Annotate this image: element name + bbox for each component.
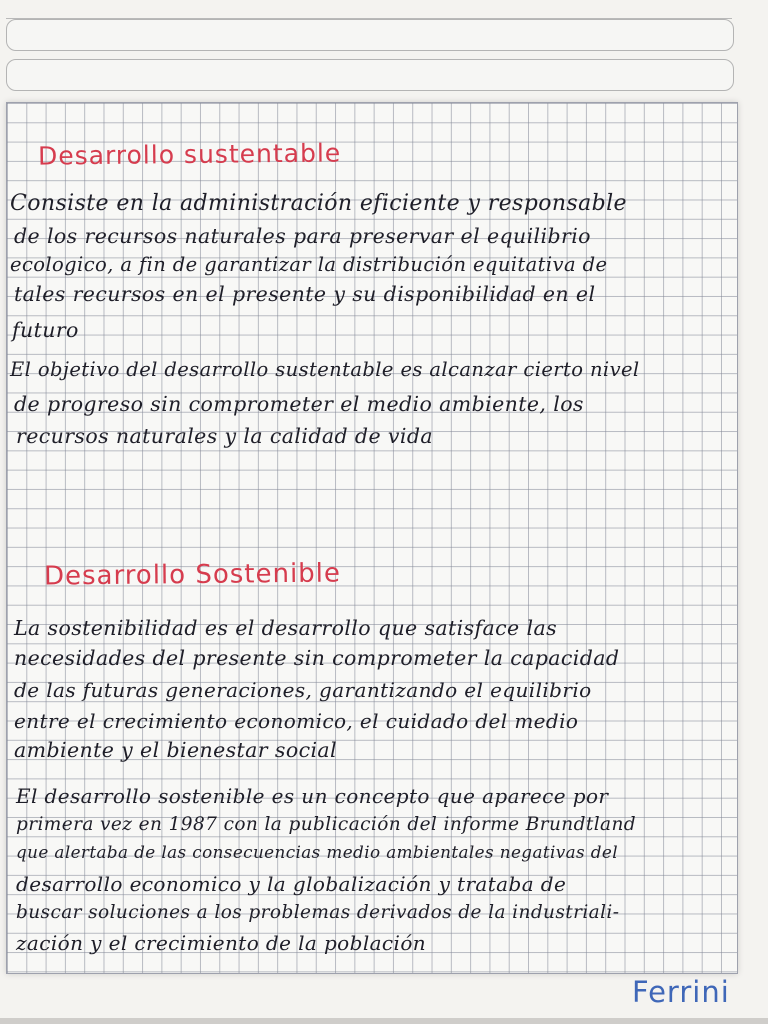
- page-top-margin: [6, 18, 732, 105]
- ferrini-brand-logo: Ferrini: [632, 975, 730, 1009]
- text-line: ambiente y el bienestar social: [14, 738, 337, 762]
- text-line: buscar soluciones a los problemas derivados de la industriali-: [16, 902, 620, 923]
- section-heading: Desarrollo sustentable: [37, 138, 342, 171]
- text-line: futuro: [12, 318, 79, 342]
- margin-band: [6, 19, 734, 51]
- text-line: recursos naturales y la calidad de vida: [16, 424, 433, 448]
- text-line: Consiste en la administración eficiente y responsable: [10, 191, 627, 216]
- text-line: de progreso sin comprometer el medio ambiente, los: [14, 392, 584, 416]
- text-line: desarrollo economico y la globalización y trataba de: [16, 872, 567, 896]
- text-line: zación y el crecimiento de la población: [16, 931, 427, 955]
- text-line: El objetivo del desarrollo sustentable es alcanzar cierto nivel: [10, 358, 640, 381]
- text-line: La sostenibilidad es el desarrollo que satisface las: [14, 616, 557, 640]
- page-bottom-edge: [0, 1018, 768, 1024]
- text-line: primera vez en 1987 con la publicación del informe Brundtland: [16, 814, 637, 835]
- text-line: El desarrollo sostenible es un concepto que aparece por: [16, 784, 609, 808]
- text-line: de las futuras generaciones, garantizando el equilibrio: [14, 678, 592, 702]
- text-line: necesidades del presente sin comprometer la capacidad: [14, 646, 620, 670]
- text-line: ecologico, a fin de garantizar la distribución equitativa de: [10, 253, 608, 276]
- margin-band: [6, 59, 734, 91]
- text-line: de los recursos naturales para preservar el equilibrio: [14, 224, 591, 248]
- text-line: entre el crecimiento economico, el cuidado del medio: [14, 709, 579, 733]
- section-heading: Desarrollo Sostenible: [43, 558, 342, 592]
- text-line: que alertaba de las consecuencias medio ambientales negativas del: [16, 842, 619, 862]
- text-line: tales recursos en el presente y su disponibilidad en el: [14, 282, 596, 306]
